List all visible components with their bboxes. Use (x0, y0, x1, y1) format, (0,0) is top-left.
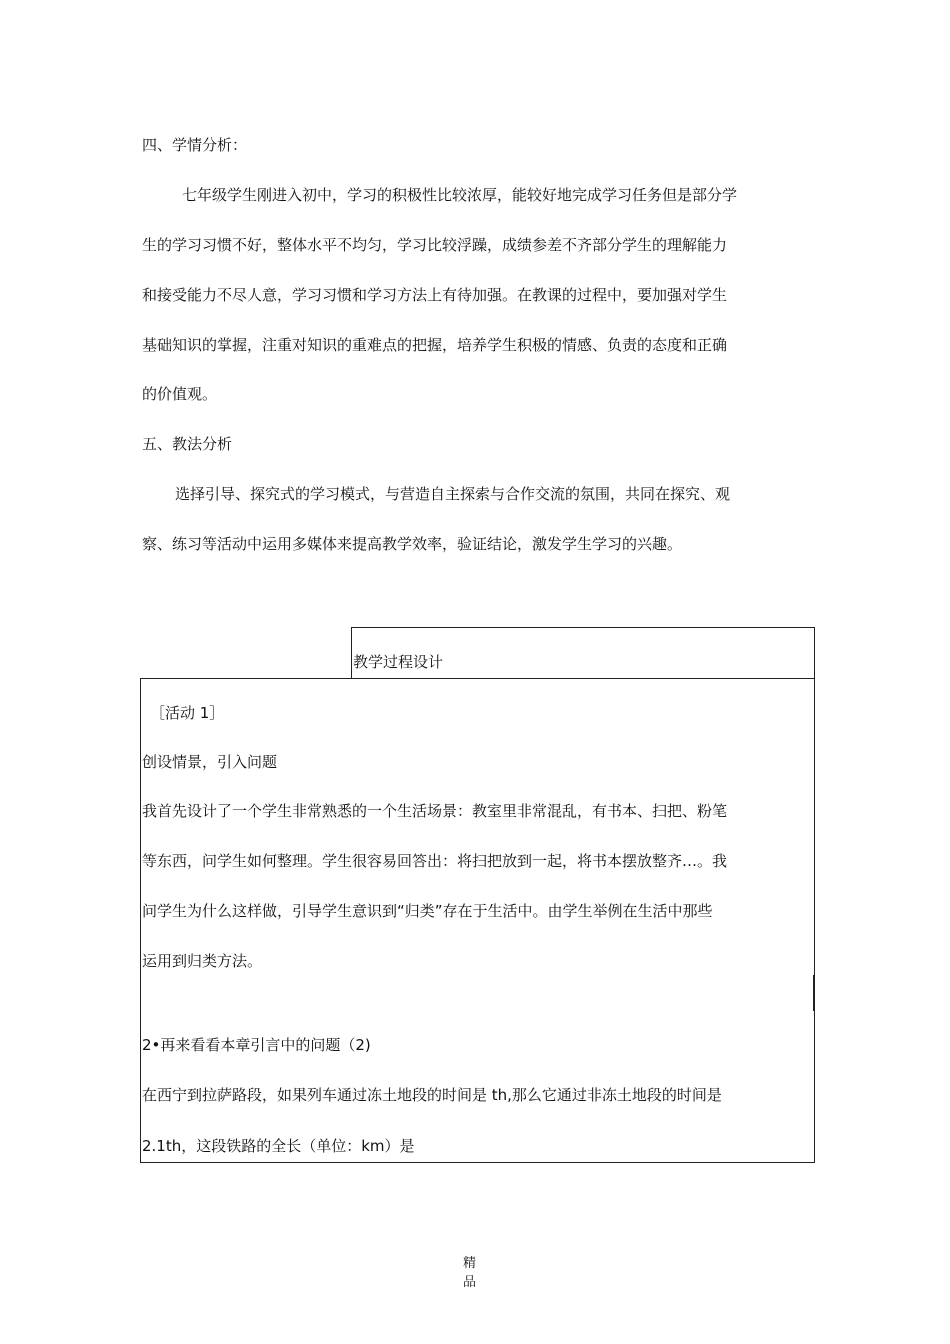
section5-heading: 五、教法分析 (142, 435, 233, 453)
item2-paragraph-line: 2.1th，这段铁路的全长（单位：km）是 (142, 1137, 415, 1155)
section5-line: 察、练习等活动中运用多媒体来提高教学效率，验证结论，激发学生学习的兴趣。 (142, 535, 683, 553)
section4-line: 基础知识的掌握，注重对知识的重难点的把握，培养学生积极的情感、负责的态度和正确 (142, 336, 728, 354)
section4-line: 和接受能力不尽人意，学习习惯和学习方法上有待加强。在教课的过程中，要加强对学生 (142, 286, 728, 304)
activity-paragraph-line: 我首先设计了一个学生非常熟悉的一个生活场景：教室里非常混乱，有书本、扫把、粉笔 (142, 802, 728, 820)
section4-line: 生的学习习惯不好，整体水平不均匀，学习比较浮躁，成绩参差不齐部分学生的理解能力 (142, 236, 728, 254)
item2-paragraph-line: 在西宁到拉萨路段，如果列车通过冻土地段的时间是 th,那么它通过非冻土地段的时间是 (142, 1086, 722, 1104)
section4-line: 的价值观。 (142, 385, 218, 403)
activity-title: 创设情景，引入问题 (142, 753, 278, 771)
activity-label: ［活动 1］ (150, 704, 225, 722)
section5-line: 选择引导、探究式的学习模式，与营造自主探索与合作交流的氛围，共同在探究、观 (175, 485, 731, 503)
item2-title: 2•再来看看本章引言中的问题（2) (142, 1036, 371, 1054)
footer-char: 品 (463, 1275, 477, 1290)
footer-char: 精 (463, 1256, 477, 1271)
section4-heading: 四、学情分析： (142, 136, 248, 154)
activity-paragraph-line: 问学生为什么这样做，引导学生意识到“归类”存在于生活中。由学生举例在生活中那些 (142, 902, 713, 920)
table-header-text: 教学过程设计 (353, 653, 444, 671)
cell-border-mark (813, 975, 815, 1011)
activity-paragraph-line: 运用到归类方法。 (142, 952, 263, 970)
activity-paragraph-line: 等东西，问学生如何整理。学生很容易回答出：将扫把放到一起，将书本摆放整齐…。我 (142, 852, 728, 870)
section4-line: 七年级学生刚进入初中，学习的积极性比较浓厚，能较好地完成学习任务但是部分学 (182, 186, 738, 204)
